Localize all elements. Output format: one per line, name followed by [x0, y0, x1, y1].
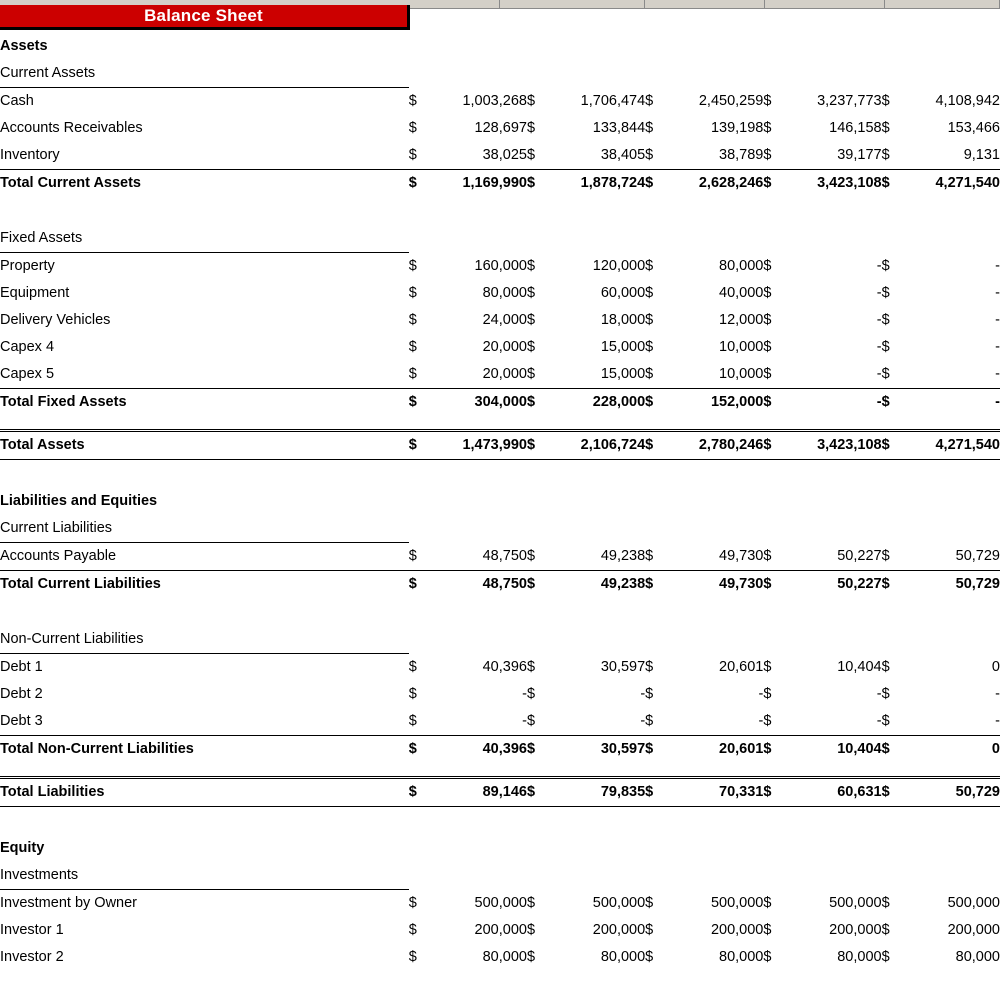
row-label: Investments [0, 862, 409, 890]
amount-col-2[interactable]: 120,000 [592, 258, 646, 274]
currency-symbol-col-1: $ [408, 895, 417, 911]
amount-col-5[interactable]: - [995, 339, 1000, 355]
currency-symbol-col-1: $ [408, 686, 417, 702]
line-item-capex-5[interactable] [0, 361, 1000, 389]
currency-symbol-col-3: $ [645, 366, 654, 382]
currency-symbol-col-1: $ [408, 366, 417, 382]
currency-symbol-col-1: $ [409, 389, 431, 417]
amount-col-3[interactable]: 152,000 [667, 389, 763, 417]
amount-col-4[interactable]: 80,000 [837, 949, 882, 965]
empty-cells [409, 626, 1000, 654]
currency-symbol-col-5: $ [881, 285, 890, 301]
currency-symbol-col-3: $ [645, 93, 654, 109]
amount-col-2[interactable]: 18,000 [600, 312, 646, 328]
amount-col-4[interactable]: - [876, 366, 882, 382]
row-label: Assets [0, 38, 48, 54]
row-label: Investment by Owner [0, 895, 137, 911]
amount-col-5[interactable]: 153,466 [947, 120, 1000, 136]
currency-symbol-col-1: $ [408, 258, 417, 274]
amount-col-1[interactable]: 40,396 [431, 736, 527, 764]
amount-col-3[interactable]: 500,000 [710, 895, 764, 911]
amount-col-1[interactable]: 38,025 [482, 147, 527, 163]
row-label: Total Current Assets [0, 170, 409, 198]
amount-col-3[interactable]: - [758, 713, 764, 729]
currency-symbol-col-4: $ [763, 736, 785, 764]
currency-symbol-col-2: $ [526, 548, 536, 564]
currency-symbol-col-1: $ [408, 339, 417, 355]
currency-symbol-col-3: $ [645, 949, 654, 965]
row-label: Fixed Assets [0, 225, 409, 253]
currency-symbol-col-4: $ [763, 571, 785, 599]
amount-col-2[interactable]: 15,000 [600, 339, 646, 355]
currency-symbol-col-4: $ [763, 659, 772, 675]
amount-col-2[interactable]: 2,106,724 [549, 431, 645, 460]
amount-col-2[interactable]: 133,844 [592, 120, 646, 136]
amount-col-4[interactable]: 39,177 [837, 147, 882, 163]
spacer-row [0, 460, 1000, 489]
spacer-row [0, 763, 1000, 778]
amount-col-4[interactable]: 146,158 [829, 120, 882, 136]
currency-symbol-col-5: $ [881, 548, 890, 564]
currency-symbol-col-3: $ [645, 170, 667, 198]
currency-symbol-col-2: $ [526, 686, 536, 702]
currency-symbol-col-3: $ [645, 389, 667, 417]
amount-col-5[interactable]: 80,000 [955, 949, 1000, 965]
currency-symbol-col-4: $ [763, 713, 772, 729]
currency-symbol-col-3: $ [645, 736, 667, 764]
empty-cells [409, 225, 1000, 253]
amount-col-4[interactable]: 3,237,773 [817, 93, 882, 109]
currency-symbol-col-5: $ [881, 120, 890, 136]
currency-symbol-col-5: $ [881, 147, 890, 163]
currency-symbol-col-3: $ [645, 548, 654, 564]
currency-symbol-col-4: $ [763, 312, 772, 328]
amount-col-1[interactable]: 1,473,990 [431, 431, 527, 460]
spacer-cell [0, 763, 1000, 778]
row-label: Debt 1 [0, 659, 43, 675]
balance-sheet-body [0, 33, 1000, 971]
amount-col-4[interactable]: - [876, 258, 882, 274]
empty-cells [409, 33, 1000, 60]
currency-symbol-col-2: $ [526, 93, 536, 109]
spacer-row [0, 197, 1000, 225]
currency-symbol-col-5: $ [882, 431, 904, 460]
currency-symbol-col-1: $ [408, 659, 417, 675]
amount-col-5[interactable]: 200,000 [947, 922, 1000, 938]
amount-col-2[interactable]: 30,597 [549, 736, 645, 764]
amount-col-2[interactable]: 30,597 [600, 659, 646, 675]
line-item-delivery-vehicles[interactable] [0, 307, 1000, 334]
currency-symbol-col-5: $ [881, 312, 890, 328]
row-label: Equity [0, 840, 45, 856]
line-item-debt-3[interactable] [0, 708, 1000, 736]
currency-symbol-col-1: $ [409, 571, 431, 599]
currency-symbol-col-5: $ [881, 713, 890, 729]
amount-col-5[interactable]: 500,000 [947, 895, 1000, 911]
amount-col-1[interactable]: 200,000 [474, 922, 527, 938]
amount-col-5[interactable]: 0 [904, 736, 1000, 764]
amount-col-1[interactable]: 160,000 [474, 258, 527, 274]
amount-col-2[interactable]: 15,000 [600, 366, 646, 382]
currency-symbol-col-4: $ [763, 170, 785, 198]
currency-symbol-col-1: $ [408, 312, 417, 328]
currency-symbol-col-1: $ [408, 713, 417, 729]
amount-col-4[interactable]: 50,227 [785, 571, 881, 599]
currency-symbol-col-3: $ [645, 431, 667, 460]
currency-symbol-col-1: $ [408, 922, 417, 938]
balance-sheet-title-banner [0, 5, 410, 30]
amount-col-5[interactable]: - [995, 686, 1000, 702]
line-item-inventory[interactable] [0, 142, 1000, 170]
spreadsheet-column-header-2[interactable] [500, 0, 645, 8]
currency-symbol-col-1: $ [408, 949, 417, 965]
currency-symbol-col-1: $ [408, 120, 417, 136]
row-label: Total Current Liabilities [0, 571, 409, 599]
amount-col-3[interactable]: 20,601 [719, 659, 764, 675]
amount-col-3[interactable]: 2,780,246 [667, 431, 763, 460]
total-row-total-liabilities[interactable] [0, 778, 1000, 807]
currency-symbol-col-2: $ [526, 120, 536, 136]
currency-symbol-col-1: $ [409, 736, 431, 764]
currency-symbol-col-3: $ [645, 686, 654, 702]
amount-col-5[interactable]: - [904, 389, 1000, 417]
currency-symbol-col-2: $ [526, 366, 536, 382]
currency-symbol-col-5: $ [882, 170, 904, 198]
amount-col-4[interactable]: - [876, 686, 882, 702]
total-row-total-assets[interactable] [0, 431, 1000, 460]
row-label: Investor 1 [0, 922, 64, 938]
currency-symbol-col-5: $ [881, 93, 890, 109]
spacer-row [0, 416, 1000, 431]
line-item-debt-1[interactable] [0, 654, 1000, 682]
section-header-liabilities-and-equities[interactable] [0, 488, 1000, 515]
currency-symbol-col-2: $ [526, 339, 536, 355]
amount-col-3[interactable]: 38,789 [719, 147, 764, 163]
currency-symbol-col-2: $ [526, 949, 536, 965]
amount-col-2[interactable]: - [640, 713, 646, 729]
row-label: Total Non-Current Liabilities [0, 736, 409, 764]
currency-symbol-col-1: $ [408, 147, 417, 163]
section-header-equity[interactable] [0, 835, 1000, 862]
currency-symbol-col-5: $ [882, 736, 904, 764]
amount-col-1[interactable]: 20,000 [482, 366, 527, 382]
amount-col-5[interactable]: - [995, 366, 1000, 382]
subtotal-row-total-fixed-assets[interactable] [0, 389, 1000, 417]
subtotal-row-total-current-assets[interactable] [0, 170, 1000, 198]
amount-col-4[interactable]: - [876, 339, 882, 355]
line-item-property[interactable] [0, 253, 1000, 281]
amount-col-3[interactable]: 2,628,246 [667, 170, 763, 198]
row-label: Debt 2 [0, 686, 43, 702]
currency-symbol-col-3: $ [645, 713, 654, 729]
currency-symbol-col-4: $ [763, 366, 772, 382]
currency-symbol-col-3: $ [645, 258, 654, 274]
currency-symbol-col-1: $ [409, 778, 431, 807]
currency-symbol-col-4: $ [763, 686, 772, 702]
currency-symbol-col-2: $ [526, 258, 536, 274]
row-label: Total Fixed Assets [0, 389, 409, 417]
currency-symbol-col-2: $ [526, 312, 536, 328]
currency-symbol-col-2: $ [527, 571, 549, 599]
currency-symbol-col-3: $ [645, 312, 654, 328]
row-label: Liabilities and Equities [0, 493, 158, 509]
amount-col-3[interactable]: 49,730 [667, 571, 763, 599]
subtotal-row-total-current-liabilities[interactable] [0, 571, 1000, 599]
spacer-cell [0, 197, 1000, 225]
currency-symbol-col-2: $ [526, 659, 536, 675]
amount-col-5[interactable]: 0 [991, 659, 1000, 675]
currency-symbol-col-5: $ [881, 659, 890, 675]
spreadsheet-column-header-4[interactable] [765, 0, 885, 8]
empty-cells [409, 488, 1000, 515]
subsection-header-fixed-assets[interactable] [0, 225, 1000, 253]
empty-cells [409, 515, 1000, 543]
amount-col-5[interactable]: 4,271,540 [904, 170, 1000, 198]
currency-symbol-col-3: $ [645, 571, 667, 599]
amount-col-3[interactable]: 49,730 [719, 548, 764, 564]
line-item-investor-1[interactable] [0, 917, 1000, 944]
currency-symbol-col-4: $ [763, 258, 772, 274]
amount-col-5[interactable]: 4,271,540 [904, 431, 1000, 460]
currency-symbol-col-2: $ [526, 922, 536, 938]
currency-symbol-col-5: $ [882, 571, 904, 599]
amount-col-1[interactable]: 48,750 [482, 548, 527, 564]
amount-col-1[interactable]: 500,000 [474, 895, 527, 911]
empty-cells [409, 862, 1000, 890]
subsection-header-current-assets[interactable] [0, 60, 1000, 88]
currency-symbol-col-5: $ [881, 922, 890, 938]
amount-col-1[interactable]: - [522, 713, 527, 729]
amount-col-1[interactable]: 40,396 [482, 659, 527, 675]
page-title: Balance Sheet [144, 6, 263, 25]
currency-symbol-col-5: $ [881, 366, 890, 382]
row-label: Capex 5 [0, 366, 55, 382]
amount-col-3[interactable]: 20,601 [667, 736, 763, 764]
amount-col-1[interactable]: 89,146 [431, 778, 527, 807]
currency-symbol-col-2: $ [527, 778, 549, 807]
currency-symbol-col-2: $ [526, 285, 536, 301]
currency-symbol-col-4: $ [763, 120, 772, 136]
row-label: Accounts Payable [0, 548, 117, 564]
line-item-debt-2[interactable] [0, 681, 1000, 708]
currency-symbol-col-3: $ [645, 659, 654, 675]
row-label: Non-Current Liabilities [0, 626, 409, 654]
subtotal-row-total-non-current-liabilities[interactable] [0, 736, 1000, 764]
spacer-row [0, 807, 1000, 836]
currency-symbol-col-2: $ [526, 147, 536, 163]
currency-symbol-col-4: $ [763, 949, 772, 965]
amount-col-2[interactable]: 80,000 [600, 949, 646, 965]
amount-col-5[interactable]: - [995, 258, 1000, 274]
amount-col-4[interactable]: 3,423,108 [785, 431, 881, 460]
currency-symbol-col-4: $ [763, 93, 772, 109]
amount-col-4[interactable]: 50,227 [837, 548, 882, 564]
amount-col-4[interactable]: 200,000 [829, 922, 882, 938]
currency-symbol-col-2: $ [527, 389, 549, 417]
amount-col-4[interactable]: 10,404 [785, 736, 881, 764]
currency-symbol-col-2: $ [527, 431, 549, 460]
amount-col-3[interactable]: 10,000 [719, 339, 764, 355]
subsection-header-current-liabilities[interactable] [0, 515, 1000, 543]
empty-cells [409, 835, 1000, 862]
currency-symbol-col-4: $ [763, 778, 785, 807]
amount-col-5[interactable]: 4,108,942 [935, 93, 1000, 109]
amount-col-2[interactable]: 228,000 [549, 389, 645, 417]
amount-col-5[interactable]: - [995, 713, 1000, 729]
spacer-cell [0, 807, 1000, 836]
currency-symbol-col-3: $ [645, 120, 654, 136]
currency-symbol-col-5: $ [881, 686, 890, 702]
row-label: Debt 3 [0, 713, 43, 729]
row-label: Delivery Vehicles [0, 312, 111, 328]
row-label: Current Liabilities [0, 515, 409, 543]
currency-symbol-col-3: $ [645, 895, 654, 911]
amount-col-1[interactable]: 80,000 [482, 285, 527, 301]
row-label: Total Liabilities [0, 778, 409, 807]
amount-col-3[interactable]: - [758, 686, 764, 702]
amount-col-4[interactable]: - [876, 312, 882, 328]
amount-col-1[interactable]: 1,169,990 [431, 170, 527, 198]
amount-col-4[interactable]: 500,000 [829, 895, 882, 911]
amount-col-5[interactable]: 9,131 [963, 147, 1000, 163]
currency-symbol-col-5: $ [881, 895, 890, 911]
line-item-accounts-payable[interactable] [0, 543, 1000, 571]
currency-symbol-col-3: $ [645, 922, 654, 938]
spacer-row [0, 598, 1000, 626]
row-label: Accounts Receivables [0, 120, 143, 136]
amount-col-2[interactable]: - [640, 686, 646, 702]
spacer-cell [0, 460, 1000, 489]
currency-symbol-col-4: $ [763, 895, 772, 911]
amount-col-2[interactable]: 38,405 [600, 147, 646, 163]
subsection-header-investments[interactable] [0, 862, 1000, 890]
currency-symbol-col-4: $ [763, 389, 785, 417]
line-item-equipment[interactable] [0, 280, 1000, 307]
amount-col-3[interactable]: 2,450,259 [698, 93, 764, 109]
section-header-assets[interactable] [0, 33, 1000, 60]
balance-sheet-table [0, 33, 1000, 971]
amount-col-1[interactable]: 1,003,268 [462, 93, 527, 109]
spacer-cell [0, 416, 1000, 431]
currency-symbol-col-4: $ [763, 431, 785, 460]
amount-col-3[interactable]: 200,000 [710, 922, 764, 938]
row-label: Inventory [0, 147, 60, 163]
amount-col-2[interactable]: 1,706,474 [580, 93, 646, 109]
currency-symbol-col-1: $ [409, 170, 431, 198]
currency-symbol-col-4: $ [763, 922, 772, 938]
amount-col-4[interactable]: - [876, 713, 882, 729]
amount-col-3[interactable]: 80,000 [719, 949, 764, 965]
amount-col-3[interactable]: 10,000 [719, 366, 764, 382]
currency-symbol-col-4: $ [763, 147, 772, 163]
amount-col-3[interactable]: 40,000 [719, 285, 764, 301]
currency-symbol-col-1: $ [408, 93, 417, 109]
currency-symbol-col-4: $ [763, 548, 772, 564]
amount-col-4[interactable]: 3,423,108 [785, 170, 881, 198]
amount-col-1[interactable]: 24,000 [482, 312, 527, 328]
row-label: Property [0, 258, 55, 274]
amount-col-3[interactable]: 70,331 [667, 778, 763, 807]
line-item-investment-by-owner[interactable] [0, 890, 1000, 918]
amount-col-2[interactable]: 49,238 [600, 548, 646, 564]
subsection-header-non-current-liabilities[interactable] [0, 626, 1000, 654]
row-label: Current Assets [0, 60, 409, 88]
amount-col-3[interactable]: 80,000 [719, 258, 764, 274]
spreadsheet-column-header-3[interactable] [645, 0, 765, 8]
line-item-accounts-receivables[interactable] [0, 115, 1000, 142]
amount-col-2[interactable]: 49,238 [549, 571, 645, 599]
row-label: Total Assets [0, 431, 409, 460]
currency-symbol-col-3: $ [645, 147, 654, 163]
currency-symbol-col-2: $ [527, 170, 549, 198]
currency-symbol-col-5: $ [881, 339, 890, 355]
currency-symbol-col-1: $ [409, 431, 431, 460]
currency-symbol-col-5: $ [882, 778, 904, 807]
row-label: Equipment [0, 285, 70, 301]
currency-symbol-col-5: $ [881, 949, 890, 965]
amount-col-4[interactable]: - [785, 389, 881, 417]
empty-cells [409, 60, 1000, 88]
line-item-cash[interactable] [0, 88, 1000, 116]
amount-col-3[interactable]: 139,198 [710, 120, 764, 136]
amount-col-1[interactable]: 304,000 [431, 389, 527, 417]
currency-symbol-col-2: $ [527, 736, 549, 764]
line-item-investor-2[interactable] [0, 944, 1000, 971]
amount-col-4[interactable]: - [876, 285, 882, 301]
amount-col-1[interactable]: 20,000 [482, 339, 527, 355]
currency-symbol-col-5: $ [882, 389, 904, 417]
amount-col-5[interactable]: 50,729 [955, 548, 1000, 564]
currency-symbol-col-3: $ [645, 339, 654, 355]
amount-col-5[interactable]: - [995, 285, 1000, 301]
amount-col-2[interactable]: 79,835 [549, 778, 645, 807]
amount-col-2[interactable]: 60,000 [600, 285, 646, 301]
currency-symbol-col-4: $ [763, 285, 772, 301]
amount-col-1[interactable]: - [522, 686, 527, 702]
row-label: Cash [0, 93, 34, 109]
amount-col-5[interactable]: 50,729 [904, 571, 1000, 599]
currency-symbol-col-2: $ [526, 713, 536, 729]
amount-col-1[interactable]: 80,000 [482, 949, 527, 965]
spacer-cell [0, 598, 1000, 626]
currency-symbol-col-3: $ [645, 778, 667, 807]
currency-symbol-col-4: $ [763, 339, 772, 355]
currency-symbol-col-3: $ [645, 285, 654, 301]
row-label: Capex 4 [0, 339, 55, 355]
amount-col-2[interactable]: 500,000 [592, 895, 646, 911]
currency-symbol-col-2: $ [526, 895, 536, 911]
amount-col-2[interactable]: 200,000 [592, 922, 646, 938]
currency-symbol-col-1: $ [408, 548, 417, 564]
line-item-capex-4[interactable] [0, 334, 1000, 361]
currency-symbol-col-5: $ [881, 258, 890, 274]
amount-col-1[interactable]: 48,750 [431, 571, 527, 599]
amount-col-4[interactable]: 10,404 [837, 659, 882, 675]
amount-col-5[interactable]: 50,729 [904, 778, 1000, 807]
row-label: Investor 2 [0, 949, 64, 965]
amount-col-2[interactable]: 1,878,724 [549, 170, 645, 198]
amount-col-5[interactable]: - [995, 312, 1000, 328]
currency-symbol-col-1: $ [408, 285, 417, 301]
spreadsheet-column-header-5[interactable] [885, 0, 1000, 8]
amount-col-1[interactable]: 128,697 [474, 120, 527, 136]
amount-col-4[interactable]: 60,631 [785, 778, 881, 807]
amount-col-3[interactable]: 12,000 [719, 312, 764, 328]
